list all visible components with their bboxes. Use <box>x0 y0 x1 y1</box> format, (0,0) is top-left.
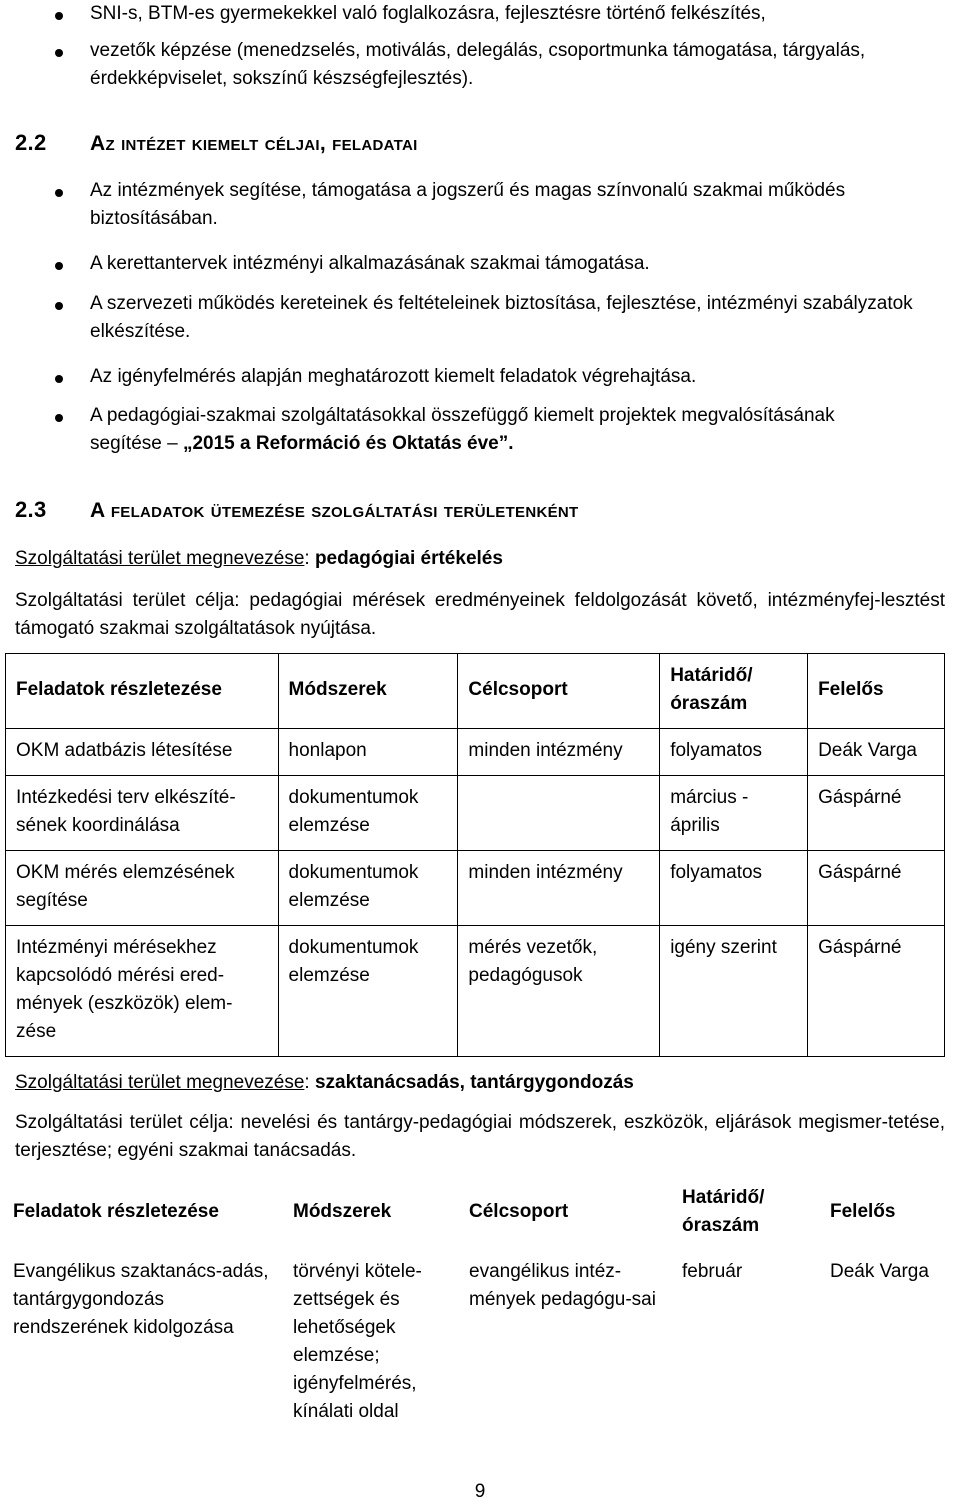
table-header-row <box>6 654 945 729</box>
table-cell: Evangélikus szaktanács-adás, tantárgygondozás rendszerének kidolgozása <box>13 1261 269 1338</box>
area2-name-value: szaktanácsadás, tantárgygondozás <box>314 1072 634 1093</box>
table-cell: Gáspárné <box>808 926 945 1057</box>
table-row <box>6 851 945 926</box>
intro-bullet-1: SNI-s, BTM-es gyermekekkel való foglalkozásra, fejlesztésre történő felkészítés, <box>90 3 766 24</box>
table-cell: folyamatos <box>660 729 808 776</box>
table-cell: Gáspárné <box>808 776 945 851</box>
page-number: 9 <box>474 1481 486 1502</box>
table-row <box>6 729 945 776</box>
section-22-bullet-5-text: A pedagógiai-szakmai szolgáltatásokkal összefüggő kiemelt projektek megvalósításának segítése – <box>90 405 835 454</box>
section-22-bullet-3: A szervezeti működés kereteinek és feltételeinek biztosítása, fejlesztése, intézményi szabályzatok elkészítése. <box>90 293 913 342</box>
table-cell: minden intézmény <box>458 729 660 776</box>
section-22-bullet-2: A kerettantervek intézményi alkalmazásának szakmai támogatása. <box>90 253 650 274</box>
table-cell: evangélikus intéz-mények pedagógu-sai <box>469 1261 656 1310</box>
bullet-icon <box>55 302 63 310</box>
area2-name: Szolgáltatási terület megnevezése: szaktanácsadás, tantárgygondozás <box>15 1072 634 1093</box>
table-row <box>6 776 945 851</box>
table-cell: mérés vezetők, pedagógusok <box>458 926 660 1057</box>
section-23-title: A feladatok ütemezése szolgáltatási területenként <box>90 499 579 522</box>
table-cell: dokumentumok elemzése <box>278 776 458 851</box>
table-cell: OKM adatbázis létesítése <box>6 729 279 776</box>
table-row <box>3 1250 948 1436</box>
table-cell: február <box>682 1261 743 1282</box>
area1-name-label: Szolgáltatási terület megnevezése <box>15 548 305 569</box>
section-22-number: 2.2 <box>15 130 47 155</box>
section-22-title: Az intézet kiemelt céljai, feladatai <box>90 132 418 155</box>
table-header-row <box>3 1176 948 1250</box>
table-cell: honlapon <box>278 729 458 776</box>
table-header-cell: Felelős <box>830 1201 896 1222</box>
table-header-cell: Feladatok részletezése <box>13 1201 219 1222</box>
bullet-icon <box>55 49 63 57</box>
table-cell: minden intézmény <box>458 851 660 926</box>
table-cell: Intézkedési terv elkészíté-sének koordinálása <box>6 776 279 851</box>
section-22-heading <box>15 129 418 158</box>
table-cell: Gáspárné <box>808 851 945 926</box>
table-header-cell: Célcsoport <box>469 1201 569 1222</box>
section-22-bullet-5-bold: „2015 a Reformáció és Oktatás éve”. <box>182 433 514 454</box>
bullet-icon <box>55 12 63 20</box>
table-cell: Intézményi mérésekhez kapcsolódó mérési ered-mények (eszközök) elem-zése <box>6 926 279 1057</box>
table-header-cell: Határidő/ óraszám <box>660 654 808 729</box>
table-cell: március - április <box>660 776 808 851</box>
table-header-cell: Határidő/ óraszám <box>682 1187 765 1236</box>
table-cell: Deák Varga <box>830 1261 929 1282</box>
table-cell: OKM mérés elemzésének segítése <box>6 851 279 926</box>
table-row <box>6 926 945 1057</box>
area1-name: Szolgáltatási terület megnevezése: pedagógiai értékelés <box>15 548 503 569</box>
bullet-icon <box>55 414 63 422</box>
bullet-icon <box>55 262 63 270</box>
section-22-bullet-1: Az intézmények segítése, támogatása a jogszerű és magas színvonalú szakmai működés biztosításában. <box>90 180 846 229</box>
section-23-number: 2.3 <box>15 497 47 522</box>
area2-name-label: Szolgáltatási terület megnevezése <box>15 1072 305 1093</box>
area2-table <box>3 1176 948 1436</box>
bullet-icon <box>55 375 63 383</box>
area1-goal: Szolgáltatási terület célja: pedagógiai mérések eredményeinek feldolgozását követő, intézményfej-lesztést támogató szakmai szolgáltatások nyújtása. <box>15 590 945 639</box>
table-cell: törvényi kötele-zettségek és lehetőségek elemzése; igényfelmérés, kínálati oldal <box>293 1261 422 1422</box>
table-header-cell: Módszerek <box>278 654 458 729</box>
bullet-icon <box>55 189 63 197</box>
table-cell: folyamatos <box>660 851 808 926</box>
section-22-bullet-4: Az igényfelmérés alapján meghatározott kiemelt feladatok végrehajtása. <box>90 366 697 387</box>
table-header-cell: Felelős <box>808 654 945 729</box>
area2-goal: Szolgáltatási terület célja: nevelési és tantárgy-pedagógiai módszerek, eszközök, eljárások megismer-tetése, terjesztése; egyéni szakmai tanácsadás. <box>15 1112 945 1161</box>
table-header-cell: Célcsoport <box>458 654 660 729</box>
table-cell: dokumentumok elemzése <box>278 926 458 1057</box>
table-cell: dokumentumok elemzése <box>278 851 458 926</box>
intro-bullet-2: vezetők képzése (menedzselés, motiválás, delegálás, csoportmunka támogatása, tárgyalás, érdekképviselet, sokszínű készségfejlesztés). <box>90 40 866 89</box>
section-22-bullet-5 <box>90 402 900 458</box>
area1-name-value: pedagógiai értékelés <box>314 548 503 569</box>
table-cell <box>458 776 660 851</box>
table-header-cell: Módszerek <box>293 1201 392 1222</box>
section-23-heading <box>15 496 579 525</box>
table-header-cell: Feladatok részletezése <box>6 654 279 729</box>
area1-table <box>5 653 945 1057</box>
table-cell: Deák Varga <box>808 729 945 776</box>
table-cell: igény szerint <box>660 926 808 1057</box>
